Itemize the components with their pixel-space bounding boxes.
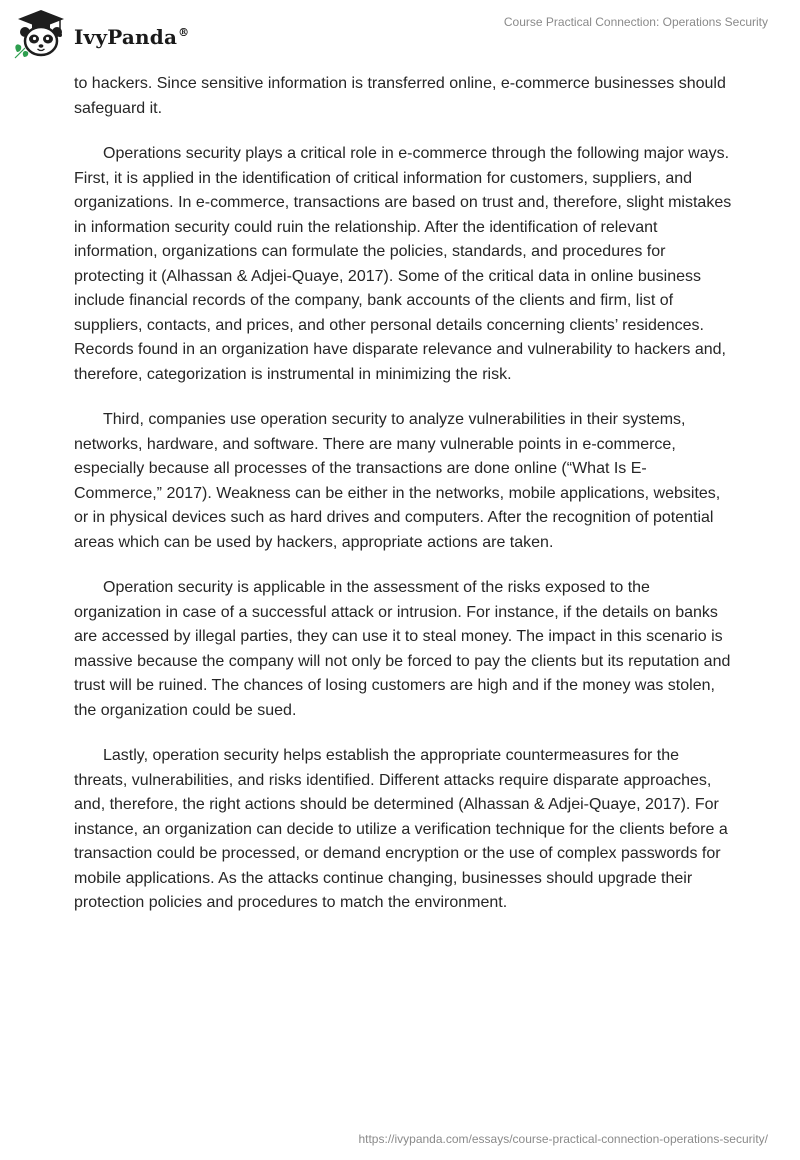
- essay-body: [74, 72, 734, 937]
- brand-name: [74, 25, 189, 49]
- paragraph-2: Operations security plays a critical role in e-commerce through the following major ways. First, it is applied in the identification of critical information for customers, suppliers, and organizations. In e-commerce, transactions are based on trust and, therefore, slight mistakes in information security could ruin the relationship. After the identification of relevant information, organizations can formulate the policies, standards, and procedures for protecting it (Alhassan & Adjei-Quaye, 2017). Some of the critical data in online business include financial records of the company, bank accounts of the clients and firm, list of suppliers, contacts, and prices, and other personal details concerning clients’ residences. Records found in an organization have disparate relevance and vulnerability to hackers and, therefore, categorization is instrumental in minimizing the risk.: [74, 145, 732, 383]
- registered-mark: ®: [178, 26, 190, 40]
- source-url-link[interactable]: https://ivypanda.com/essays/course-practical-connection-operations-security/: [358, 1132, 768, 1146]
- paragraph-3: Third, companies use operation security to analyze vulnerabilities in their systems, networks, hardware, and software. There are many vulnerable points in e-commerce, especially because all processes of the transactions are done online (“What Is E-Commerce,” 2017). Weakness can be either in the networks, mobile applications, websites, or in physical devices such as hard drives and computers. After the recognition of potential areas which can be used by hackers, appropriate actions are taken.: [74, 411, 721, 551]
- ivypanda-logo[interactable]: [12, 8, 189, 60]
- paragraph-4: Operation security is applicable in the assessment of the risks exposed to the organization in case of a successful attack or intrusion. For instance, if the details on banks are accessed by illegal parties, they can use it to steal money. The impact in this scenario is massive because the company will not only be forced to pay the clients but its reputation and trust will be ruined. The chances of losing customers are high and if the money was stolen, the organization could be sued.: [74, 579, 731, 719]
- paragraph-5: Lastly, operation security helps establish the appropriate countermeasures for the threats, vulnerabilities, and risks identified. Different attacks require disparate approaches, and, therefore, the right actions should be determined (Alhassan & Adjei-Quaye, 2017). For instance, an organization can decide to utilize a verification technique for the clients before a transaction could be processed, or demand encryption or the use of complex passwords for mobile applications. As the attacks continue changing, businesses should upgrade their protection policies and procedures to match the environment.: [74, 747, 728, 911]
- panda-graduate-icon: [12, 8, 70, 60]
- paragraph-1: to hackers. Since sensitive information is transferred online, e-commerce businesses should safeguard it.: [74, 75, 726, 117]
- document-title: Course Practical Connection: Operations Security: [503, 15, 768, 29]
- page-header: [0, 0, 800, 70]
- brand-name-text: IvyPanda: [74, 25, 178, 49]
